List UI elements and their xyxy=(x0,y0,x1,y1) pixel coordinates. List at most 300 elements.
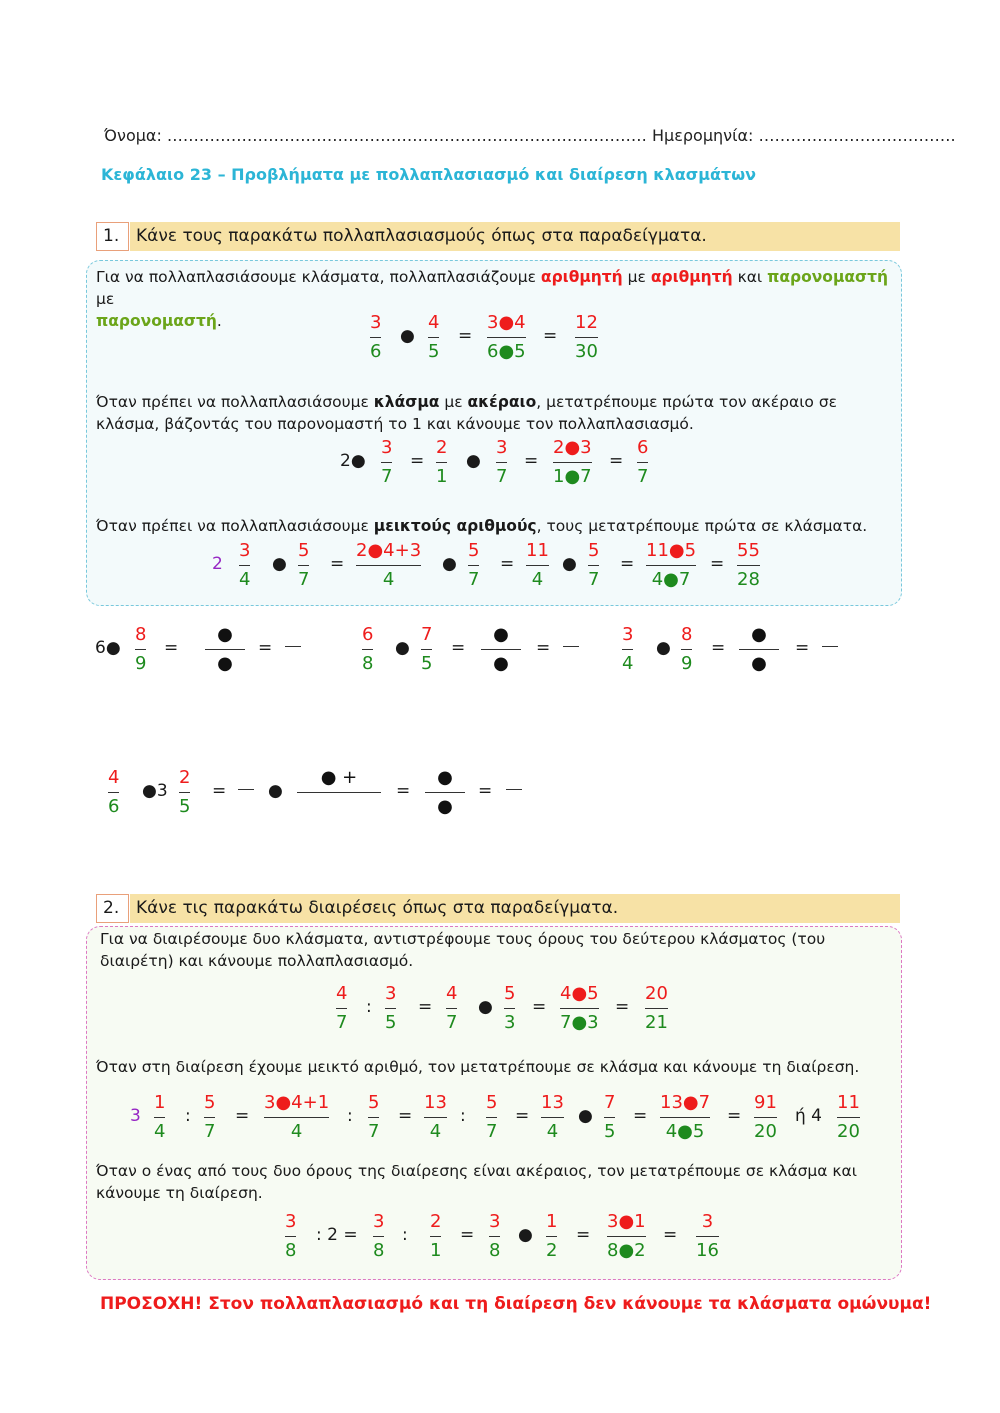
fraction xyxy=(370,312,381,363)
fraction-denominator: ● xyxy=(437,796,453,817)
numerator-word: αριθμητή xyxy=(540,268,623,286)
operator: 6● xyxy=(95,638,121,658)
fraction-bar xyxy=(446,1008,457,1009)
fraction xyxy=(526,540,549,591)
fraction-denominator: 5 xyxy=(604,1121,616,1142)
fraction-denominator: 7 xyxy=(204,1121,216,1142)
fraction-numerator: 3 xyxy=(701,1211,714,1232)
fraction-denominator: 4 xyxy=(239,569,251,590)
fraction-bar xyxy=(239,565,250,566)
fraction-bar xyxy=(297,792,381,793)
operator: = xyxy=(418,997,433,1017)
fraction xyxy=(575,312,598,363)
fraction-denominator: 4 xyxy=(429,1121,442,1142)
section1-number: 1. xyxy=(96,222,129,251)
operator: : xyxy=(347,1106,353,1126)
fraction-bar xyxy=(645,1008,668,1009)
fraction-bar xyxy=(487,337,526,338)
fraction-denominator: 28 xyxy=(737,569,760,590)
rule-text: με xyxy=(439,393,468,411)
fraction-numerator: 4 xyxy=(336,983,348,1004)
operator: ● xyxy=(442,554,457,574)
fraction xyxy=(239,540,250,591)
fraction-denominator: 20 xyxy=(754,1121,777,1142)
fraction-bar xyxy=(425,792,465,793)
fraction-numerator: ● xyxy=(437,767,453,788)
denominator-word: παρονομαστή xyxy=(96,312,217,330)
fraction xyxy=(645,983,668,1034)
fraction-numerator: 3 xyxy=(381,437,393,458)
denominator-word: παρονομαστή xyxy=(767,268,889,286)
fraction xyxy=(356,540,421,591)
fraction-bar xyxy=(436,462,447,463)
operator: = xyxy=(515,1106,530,1126)
fraction xyxy=(487,312,526,363)
operator: = xyxy=(451,638,466,658)
operator: : xyxy=(366,997,372,1017)
fraction xyxy=(297,767,381,818)
fraction-numerator: 1 xyxy=(154,1092,166,1113)
fraction-numerator: 5 xyxy=(468,540,480,561)
rule-text: , τους μετατρέπουμε πρώτα σε κλάσματα. xyxy=(536,517,868,535)
fraction-numerator: 4 xyxy=(108,767,120,788)
fraction-bar xyxy=(588,565,599,566)
fraction-numerator: 8 xyxy=(681,624,693,645)
fraction-bar xyxy=(336,1008,347,1009)
fraction-denominator: 7 xyxy=(637,466,649,487)
operator: = xyxy=(458,326,473,346)
operator: ● xyxy=(466,451,481,471)
fraction-numerator: 3●4 xyxy=(487,312,526,333)
fraction xyxy=(660,1092,710,1143)
rule-keyword: ακέραιο xyxy=(467,393,537,411)
fraction-numerator: 4●5 xyxy=(560,983,599,1004)
fraction-denominator: 4 xyxy=(531,569,544,590)
fraction xyxy=(696,1211,719,1262)
fraction-denominator: 8 xyxy=(489,1240,501,1261)
mixed-whole-number: 3 xyxy=(130,1106,141,1126)
operator: ● xyxy=(518,1225,533,1245)
fraction-numerator: 5 xyxy=(504,983,516,1004)
fraction-numerator: 6 xyxy=(637,437,649,458)
fraction-bar xyxy=(468,565,479,566)
operator: : xyxy=(402,1225,408,1245)
fraction-numerator: 7 xyxy=(604,1092,616,1113)
fraction-denominator: 4●5 xyxy=(665,1121,705,1142)
fraction-bar xyxy=(489,1236,500,1237)
fraction-denominator: 6 xyxy=(108,796,120,817)
fraction-denominator: 4 xyxy=(154,1121,166,1142)
fraction-bar xyxy=(298,565,309,566)
operator: = xyxy=(576,1225,591,1245)
operator: = xyxy=(330,554,345,574)
answer-blank[interactable] xyxy=(285,646,301,647)
operator: ● xyxy=(395,638,410,658)
fraction-numerator: 3 xyxy=(496,437,508,458)
fraction xyxy=(264,1092,329,1143)
section2-intro xyxy=(100,928,900,972)
fraction-numerator: 5 xyxy=(486,1092,498,1113)
fraction xyxy=(481,624,521,675)
operator: ● xyxy=(400,326,415,346)
fraction xyxy=(546,1211,557,1262)
rule-keyword: μεικτούς αριθμούς xyxy=(373,517,537,535)
operator: = xyxy=(258,638,273,658)
fraction xyxy=(446,983,457,1034)
fraction-bar xyxy=(356,565,421,566)
fraction-denominator: 4 xyxy=(546,1121,559,1142)
warning-note: ΠΡΟΣΟΧΗ! Στον πολλαπλασιασμό και τη διαίρεση δεν κάνουμε τα κλάσματα ομώνυμα! xyxy=(100,1294,932,1314)
fraction xyxy=(468,540,479,591)
fraction-denominator: 7 xyxy=(496,466,508,487)
fraction-denominator: ● xyxy=(493,653,509,674)
fraction xyxy=(373,1211,384,1262)
fraction-denominator: 16 xyxy=(696,1240,719,1261)
operator: ● xyxy=(268,781,283,801)
operator: = xyxy=(500,554,515,574)
fraction xyxy=(739,624,779,675)
fraction-bar xyxy=(526,565,549,566)
operator: = xyxy=(235,1106,250,1126)
operator: = xyxy=(396,781,411,801)
rule-text: κάνουμε τη διαίρεση. xyxy=(96,1184,263,1202)
fraction-denominator: 4 xyxy=(382,569,395,590)
fraction-numerator: ● xyxy=(217,624,233,645)
operator: ●3 xyxy=(142,781,168,801)
fraction xyxy=(646,540,696,591)
fraction-bar xyxy=(481,649,521,650)
fraction-bar xyxy=(179,792,190,793)
fraction-denominator: 7 xyxy=(368,1121,380,1142)
fraction-denominator: 1 xyxy=(436,466,448,487)
fraction xyxy=(486,1092,497,1143)
fraction-bar xyxy=(541,1117,564,1118)
rule-keyword: κλάσμα xyxy=(373,393,440,411)
fraction-denominator: 5 xyxy=(421,653,433,674)
fraction-numerator: 4 xyxy=(446,983,458,1004)
fraction xyxy=(205,624,245,675)
fraction-denominator: 7 xyxy=(486,1121,498,1142)
intro-text: διαιρέτη) και κάνουμε πολλαπλασιασμό. xyxy=(100,952,414,970)
fraction xyxy=(496,437,507,488)
fraction-bar xyxy=(135,649,146,650)
operator: : xyxy=(185,1106,191,1126)
fraction-numerator: 3 xyxy=(489,1211,501,1232)
fraction-bar xyxy=(622,649,633,650)
operator: = xyxy=(524,451,539,471)
fraction-denominator xyxy=(297,796,381,818)
fraction xyxy=(489,1211,500,1262)
fraction-denominator: 4 xyxy=(290,1121,303,1142)
fraction-denominator: 8 xyxy=(362,653,374,674)
section1-title: Κάνε τους παρακάτω πολλαπλασιασμούς όπως στα παραδείγματα. xyxy=(136,226,707,246)
fraction-bar xyxy=(496,462,507,463)
fraction-numerator: 3 xyxy=(373,1211,385,1232)
fraction-denominator: 5 xyxy=(179,796,191,817)
fraction xyxy=(424,1092,447,1143)
fraction-bar xyxy=(368,1117,379,1118)
fraction xyxy=(154,1092,165,1143)
operator: : xyxy=(460,1106,466,1126)
intro-text: και xyxy=(732,268,768,286)
fraction-denominator: ● xyxy=(751,653,767,674)
fraction-bar xyxy=(373,1236,384,1237)
fraction xyxy=(607,1211,646,1262)
fraction-numerator: 13 xyxy=(424,1092,447,1113)
fraction-numerator: 5 xyxy=(204,1092,216,1113)
fraction-numerator: 2●3 xyxy=(553,437,592,458)
fraction xyxy=(560,983,599,1034)
fraction-denominator: 7 xyxy=(381,466,393,487)
answer-blank[interactable] xyxy=(563,646,579,647)
fraction-numerator: 20 xyxy=(645,983,668,1004)
fraction xyxy=(504,983,515,1034)
fraction xyxy=(385,983,396,1034)
fraction xyxy=(622,624,633,675)
fraction-numerator: 11 xyxy=(837,1092,860,1113)
operator: = xyxy=(460,1225,475,1245)
fraction-denominator: ● xyxy=(217,653,233,674)
fraction-numerator: 7 xyxy=(421,624,433,645)
fraction-denominator: 7 xyxy=(446,1012,458,1033)
fraction-denominator: 7●3 xyxy=(560,1012,599,1033)
fraction-denominator: 8●2 xyxy=(607,1240,646,1261)
fraction xyxy=(381,437,392,488)
operator: ● xyxy=(272,554,287,574)
fraction-denominator: 20 xyxy=(837,1121,860,1142)
fraction-numerator: 91 xyxy=(754,1092,777,1113)
fraction-numerator: 2 xyxy=(179,767,191,788)
fraction-bar xyxy=(362,649,373,650)
fraction-denominator: 8 xyxy=(373,1240,385,1261)
fraction-bar xyxy=(264,1117,329,1118)
operator: ή 4 xyxy=(795,1106,822,1126)
fraction-numerator: 3 xyxy=(622,624,634,645)
fraction xyxy=(428,312,439,363)
fraction xyxy=(425,767,465,818)
fraction-bar xyxy=(205,649,245,650)
fraction xyxy=(436,437,447,488)
operator: = xyxy=(410,451,425,471)
operator: = xyxy=(532,997,547,1017)
chapter-title: Κεφάλαιο 23 – Προβλήματα με πολλαπλασιασμό και διαίρεση κλασμάτων xyxy=(101,165,756,184)
fraction xyxy=(430,1211,441,1262)
section2-rule-integer xyxy=(96,1160,902,1204)
rule-text: Όταν πρέπει να πολλαπλασιάσουμε xyxy=(96,517,374,535)
operator: : 2 = xyxy=(316,1225,358,1245)
operator: = xyxy=(620,554,635,574)
operator: = xyxy=(536,638,551,658)
fraction xyxy=(541,1092,564,1143)
fraction-numerator: 2 xyxy=(436,437,448,458)
answer-blank[interactable] xyxy=(506,789,522,790)
fraction-numerator: 11 xyxy=(526,540,549,561)
fraction-bar xyxy=(737,565,760,566)
fraction-numerator: 55 xyxy=(737,540,760,561)
fraction-denominator: 8 xyxy=(285,1240,297,1261)
fraction-numerator: 3●1 xyxy=(607,1211,646,1232)
fraction-numerator: 2●4+3 xyxy=(356,540,422,561)
operator: ● xyxy=(656,638,671,658)
fraction-denominator: 7 xyxy=(588,569,600,590)
rule-text: Όταν ο ένας από τους δυο όρους της διαίρεσης είναι ακέραιος, τον μετατρέπουμε σε κλάσμα και xyxy=(96,1162,858,1180)
operator: ● xyxy=(578,1106,593,1126)
fraction-denominator: 7 xyxy=(468,569,480,590)
fraction-denominator: 4 xyxy=(622,653,634,674)
fraction xyxy=(421,624,432,675)
fraction-numerator: 8 xyxy=(135,624,147,645)
fraction-bar xyxy=(696,1236,719,1237)
rule-text: Όταν πρέπει να πολλαπλασιάσουμε xyxy=(96,393,374,411)
rule-text: κλάσμα, βάζοντάς του παρονομαστή το 1 και κάνουμε τον πολλαπλασιασμό. xyxy=(96,415,694,433)
fraction-denominator: 5 xyxy=(428,341,440,362)
fraction-bar xyxy=(370,337,381,338)
operator: = xyxy=(727,1106,742,1126)
intro-text: με xyxy=(622,268,651,286)
fraction-denominator: 6●5 xyxy=(487,341,526,362)
fraction xyxy=(754,1092,777,1143)
numerator-word: αριθμητή xyxy=(650,268,733,286)
operator: ● xyxy=(562,554,577,574)
fraction xyxy=(737,540,760,591)
mixed-whole-number: 2 xyxy=(212,554,223,574)
fraction-bar xyxy=(204,1117,215,1118)
fraction-numerator: 5 xyxy=(298,540,310,561)
fraction-numerator: 3 xyxy=(385,983,397,1004)
answer-blank[interactable] xyxy=(238,789,254,790)
intro-text: με xyxy=(96,290,115,308)
fraction-denominator: 1 xyxy=(430,1240,442,1261)
fraction xyxy=(298,540,309,591)
fraction xyxy=(336,983,347,1034)
fraction-numerator: 4 xyxy=(428,312,440,333)
fraction-bar xyxy=(607,1236,646,1237)
fraction-numerator: 13 xyxy=(541,1092,564,1113)
fraction-numerator: ● + xyxy=(320,767,358,788)
fraction-bar xyxy=(421,649,432,650)
fraction-denominator: 7 xyxy=(336,1012,348,1033)
fraction xyxy=(837,1092,860,1143)
section2-rule-mixed: Όταν στη διαίρεση έχουμε μεικτό αριθμό, τον μετατρέπουμε σε κλάσμα και κάνουμε τη διαίρεση. xyxy=(96,1058,860,1076)
fraction xyxy=(604,1092,615,1143)
fraction-bar xyxy=(381,462,392,463)
fraction-bar xyxy=(424,1117,447,1118)
fraction-bar xyxy=(504,1008,515,1009)
fraction xyxy=(588,540,599,591)
fraction xyxy=(108,767,119,818)
fraction-numerator: 1 xyxy=(546,1211,558,1232)
name-date-line[interactable]: Όνομα: ……………………………………………………………………………… Ημερομηνία: ………………………………. xyxy=(104,126,956,145)
fraction-numerator: 11●5 xyxy=(646,540,697,561)
fraction-bar xyxy=(154,1117,165,1118)
section1-rule-mixed xyxy=(96,515,902,537)
intro-text: Για να διαιρέσουμε δυο κλάσματα, αντιστρέφουμε τους όρους του δεύτερου κλάσματος (του xyxy=(100,930,826,948)
fraction-denominator: 6 xyxy=(370,341,382,362)
fraction-numerator: 6 xyxy=(362,624,374,645)
fraction-bar xyxy=(108,792,119,793)
operator: = xyxy=(710,554,725,574)
fraction xyxy=(204,1092,215,1143)
fraction-bar xyxy=(739,649,779,650)
fraction xyxy=(285,1211,296,1262)
fraction xyxy=(135,624,146,675)
intro-text: Για να πολλαπλασιάσουμε κλάσματα, πολλαπλασιάζουμε xyxy=(96,268,541,286)
operator: = xyxy=(711,638,726,658)
fraction-numerator: ● xyxy=(751,624,767,645)
fraction-bar xyxy=(660,1117,710,1118)
fraction xyxy=(368,1092,379,1143)
operator: = xyxy=(543,326,558,346)
fraction-bar xyxy=(560,1008,599,1009)
fraction-numerator: ● xyxy=(493,624,509,645)
fraction-numerator: 3●4+1 xyxy=(264,1092,330,1113)
fraction-bar xyxy=(575,337,598,338)
operator: = xyxy=(615,997,630,1017)
fraction-bar xyxy=(604,1117,615,1118)
fraction-bar xyxy=(285,1236,296,1237)
fraction-numerator: 2 xyxy=(430,1211,442,1232)
fraction-bar xyxy=(637,462,648,463)
operator: ● xyxy=(478,997,493,1017)
fraction-denominator: 9 xyxy=(681,653,693,674)
operator: = xyxy=(633,1106,648,1126)
fraction xyxy=(637,437,648,488)
fraction-numerator: 13●7 xyxy=(660,1092,711,1113)
fraction-bar xyxy=(430,1236,441,1237)
fraction-denominator: 30 xyxy=(575,341,598,362)
fraction-bar xyxy=(681,649,692,650)
fraction-denominator: 2 xyxy=(546,1240,558,1261)
fraction-denominator: 9 xyxy=(135,653,147,674)
fraction-numerator: 3 xyxy=(285,1211,297,1232)
fraction-numerator: 5 xyxy=(588,540,600,561)
fraction-denominator: 7 xyxy=(298,569,310,590)
fraction xyxy=(362,624,373,675)
fraction-numerator: 12 xyxy=(575,312,598,333)
fraction-bar xyxy=(553,462,592,463)
operator: = xyxy=(164,638,179,658)
fraction-bar xyxy=(837,1117,860,1118)
fraction-bar xyxy=(546,1236,557,1237)
fraction-denominator: 1●7 xyxy=(553,466,592,487)
answer-blank[interactable] xyxy=(822,646,838,647)
fraction xyxy=(179,767,190,818)
fraction-bar xyxy=(385,1008,396,1009)
fraction-denominator: 3 xyxy=(504,1012,516,1033)
fraction xyxy=(681,624,692,675)
fraction-denominator: 21 xyxy=(645,1012,668,1033)
fraction xyxy=(553,437,592,488)
operator: 2● xyxy=(340,451,366,471)
fraction-bar xyxy=(428,337,439,338)
section2-title: Κάνε τις παρακάτω διαιρέσεις όπως στα παραδείγματα. xyxy=(136,898,619,918)
rule-text: , μετατρέπουμε πρώτα τον ακέραιο σε xyxy=(536,393,838,411)
fraction-bar xyxy=(754,1117,777,1118)
intro-text: . xyxy=(216,312,222,330)
operator: = xyxy=(478,781,493,801)
fraction-denominator: 4●7 xyxy=(651,569,691,590)
section2-number: 2. xyxy=(96,894,129,923)
operator: = xyxy=(795,638,810,658)
fraction-bar xyxy=(486,1117,497,1118)
operator: = xyxy=(212,781,227,801)
operator: = xyxy=(663,1225,678,1245)
fraction-numerator: 3 xyxy=(370,312,382,333)
operator: = xyxy=(609,451,624,471)
fraction-numerator: 5 xyxy=(368,1092,380,1113)
fraction-numerator: 3 xyxy=(239,540,251,561)
fraction-bar xyxy=(646,565,696,566)
